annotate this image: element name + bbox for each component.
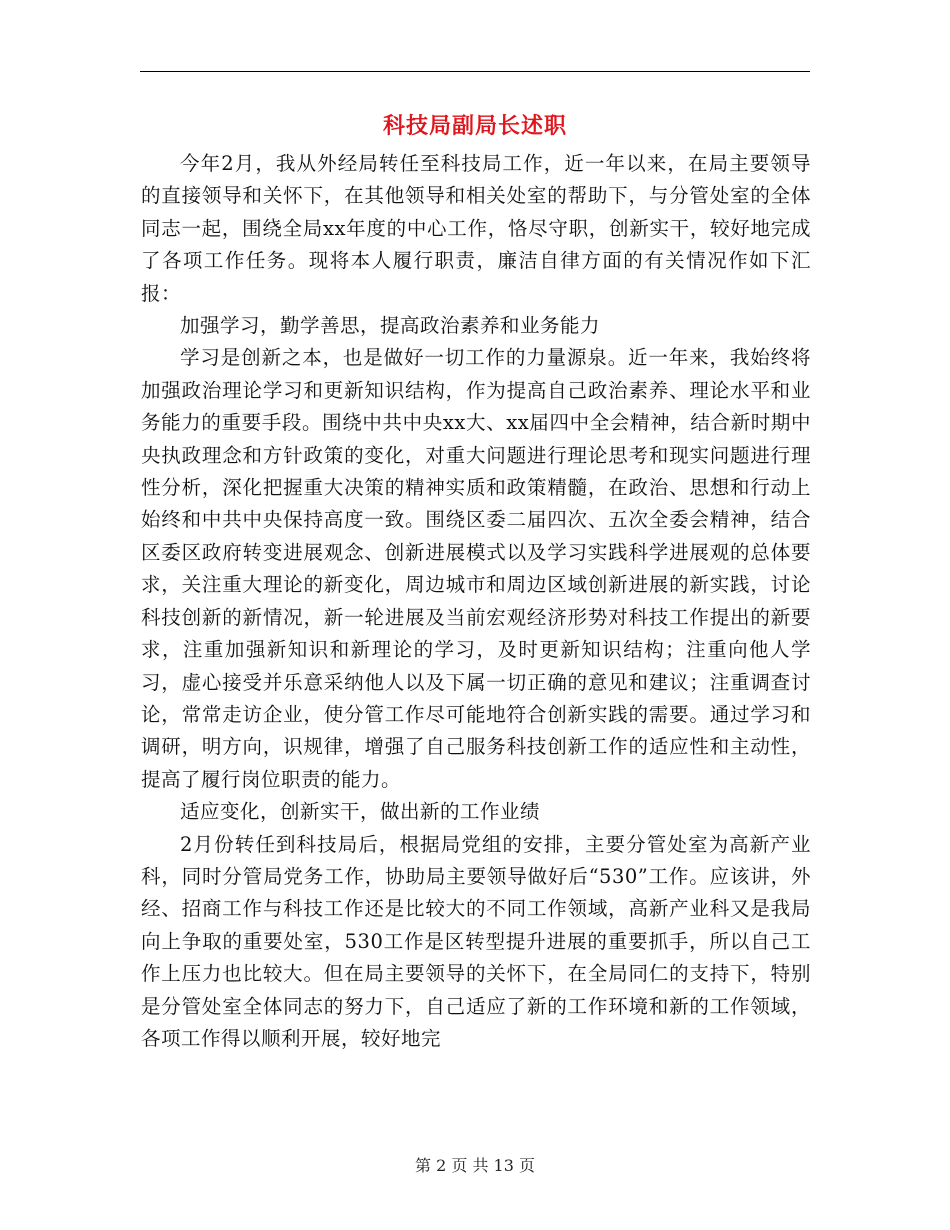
header-rule xyxy=(140,71,810,72)
paragraph-study: 学习是创新之本，也是做好一切工作的力量源泉。近一年来，我始终将加强政治理论学习和更新知识结构，作为提高自己政治素养、理论水平和业务能力的重要手段。围绕中共中央xx大、xx届四中全会精神，结合新时期中央执政理念和方针政策的变化，对重大问题进行理论思考和现实问题进行理性分析，深化把握重大决策的精神实质和政策精髓，在政治、思想和行动上始终和中共中央保持高度一致。围绕区委二届四次、五次全委会精神，结合区委区政府转变进展观念、创新进展模式以及学习实践科学进展观的总体要求，关注重大理论的新变化，周边城市和周边区域创新进展的新实践，讨论科技创新的新情况，新一轮进展及当前宏观经济形势对科技工作提出的新要求，注重加强新知识和新理论的学习，及时更新知识结构；注重向他人学习，虚心接受并乐意采纳他人以及下属一切正确的意见和建议；注重调查讨论，常常走访企业，使分管工作尽可能地符合创新实践的需要。通过学习和调研，明方向，识规律，增强了自己服务科技创新工作的适应性和主动性，提高了履行岗位职责的能力。 xyxy=(141,346,811,791)
paragraph-innovation: 2月份转任到科技局后，根据局党组的安排，主要分管处室为高新产业科，同时分管局党务工作，协助局主要领导做好后“530”工作。应该讲，外经、招商工作与科技工作还是比较大的不同工作领域，高新产业科又是我局向上争取的重要处室，530工作是区转型提升进展的重要抓手，所以自己工作上压力也比较大。但在局主要领导的关怀下，在全局同仁的支持下，特别是分管处室全体同志的努力下，自己适应了新的工作环境和新的工作领域，各项工作得以顺利开展，较好地完 xyxy=(141,832,811,1050)
document-title: 科技局副局长述职 xyxy=(382,113,567,139)
page-footer xyxy=(0,1153,950,1176)
section-heading-innovation: 适应变化，创新实干，做出新的工作业绩 xyxy=(180,800,541,824)
paragraph-intro: 今年2月，我从外经局转任至科技局工作，近一年以来，在局主要领导的直接领导和关怀下，在其他领导和相关处室的帮助下，与分管处室的全体同志一起，围绕全局xx年度的中心工作，恪尽守职，创新实干，较好地完成了各项工作任务。现将本人履行职责，廉洁自律方面的有关情况作如下汇报： xyxy=(141,152,811,305)
section-heading-study: 加强学习，勤学善思，提高政治素养和业务能力 xyxy=(180,314,601,338)
page-number-label: 第 2 页 共 13 页 xyxy=(415,1156,535,1175)
document-body xyxy=(141,148,811,1055)
